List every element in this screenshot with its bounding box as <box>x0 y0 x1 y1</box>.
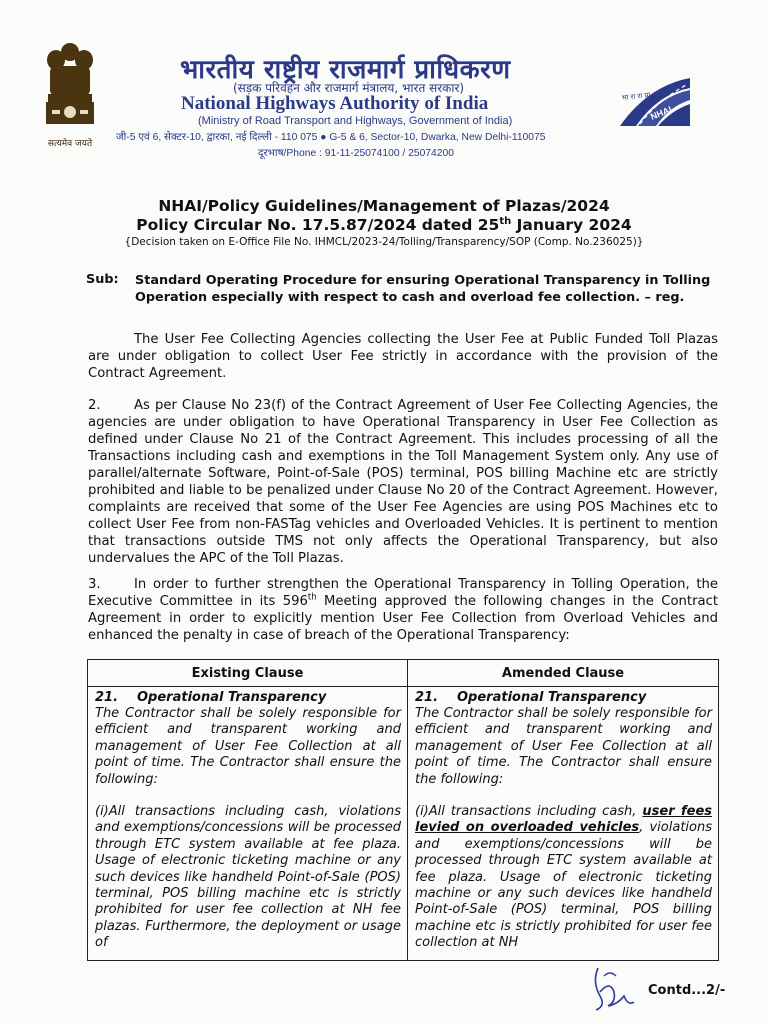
header-existing-clause: Existing Clause <box>88 660 408 687</box>
amended-clause-cell <box>408 687 719 961</box>
signature-icon <box>588 962 638 1014</box>
office-address: जी-5 एवं 6, सेक्टर-10, द्वारका, नई दिल्ली - 110 075 ● G-5 & 6, Sector-10, Dwarka, New Delhi-110075 <box>116 132 546 143</box>
org-name-hindi: भारतीय राष्ट्रीय राजमार्ग प्राधिकरण <box>180 55 511 85</box>
paragraph-3-text-b: Meeting approved the following changes in the Contract Agreement in order to explicitly mention User Fee Collection from Overload Vehicles and enhanced the penalty in case of breach of the Operational Transparency: <box>88 594 718 643</box>
amended-item-i-rest: , violations and exemptions/concessions will be processed through ETC system available at fee plaza. Usage of electronic ticketing machine or any such devices like handheld Point-of-Sale (POS) terminal, POS billing machine etc is strictly prohibited for user fee collection at NH <box>415 820 712 951</box>
existing-clause-intro: The Contractor shall be solely responsible for efficient and transparent working and management of User Fee Collection at all point of time. The Contractor shall ensure the following: <box>95 706 401 787</box>
header-amended-clause: Amended Clause <box>408 660 719 687</box>
subject-label: Sub: <box>86 272 119 287</box>
paragraph-1 <box>88 331 718 382</box>
circular-number <box>0 216 768 234</box>
org-name-english: National Highways Authority of India <box>181 93 489 114</box>
clause-comparison-table <box>87 659 719 961</box>
policy-reference: NHAI/Policy Guidelines/Management of Plazas/2024 <box>158 197 610 215</box>
paragraph-2-number: 2. <box>88 398 101 413</box>
paragraph-1-text: The User Fee Collecting Agencies collecting the User Fee at Public Funded Toll Plazas are under obligation to collect User Fee strictly in accordance with the provision of the Contract Agreement. <box>88 332 718 381</box>
office-phone: दूरभाष/Phone : 91-11-25074100 / 25074200 <box>258 148 454 159</box>
existing-clause-heading <box>95 690 401 706</box>
existing-clause-number: 21. <box>95 690 119 705</box>
circular-month-year: January 2024 <box>511 216 632 235</box>
national-emblem-icon <box>38 38 102 134</box>
decision-note: {Decision taken on E-Office File No. IHMCL/2023-24/Tolling/Transparency/SOP (Comp. No.236025)} <box>124 236 644 248</box>
nhai-logo-hindi: भा रा रा प्रा <box>621 91 651 102</box>
subject-text: Standard Operating Procedure for ensuring Operational Transparency in Tolling Operation especially with respect to cash and overload fee collection. – reg. <box>135 273 711 305</box>
circular-prefix: Policy Circular No. 17.5.87/2024 dated 25 <box>136 216 500 235</box>
amended-item-i-start: (i)All transactions including cash, <box>415 804 643 820</box>
table-row <box>88 687 719 961</box>
amended-clause-title: Operational Transparency <box>457 690 647 705</box>
existing-clause-title: Operational Transparency <box>137 690 327 705</box>
paragraph-2-text: As per Clause No 23(f) of the Contract Agreement of User Fee Collecting Agencies, the agencies are under obligation to have Operational Transparency in User Fee Collection as defined under Clause No 21 of the Contract Agreement. This includes processing of all the Transactions including cash and exemptions in the Toll Management System only. Any use of parallel/alternate Software, Point-of-Sale (POS) terminal, POS billing Machine etc are strictly prohibited and liable to be penalized under Clause No 20 of the Contract Agreement. However, complaints are received that some of the User Fee Agencies are using POS Machines etc to collect User Fee from non-FASTag vehicles and Overloaded Vehicles. It is pertinent to mention that transactions outside TMS not only affects the Operational Transparency, but also undervalues the APC of the Toll Plazas. <box>88 398 718 566</box>
amended-clause-number: 21. <box>415 690 439 705</box>
circular-date-suffix: th <box>499 216 512 227</box>
ministry-hindi: (सड़क परिवहन और राजमार्ग मंत्रालय, भारत सरकार) <box>233 81 465 95</box>
amended-clause-intro: The Contractor shall be solely responsible for efficient and transparent working and management of User Fee Collection at all point of time. The Contractor shall ensure the following: <box>415 706 712 787</box>
paragraph-3 <box>88 576 718 644</box>
continued-marker: Contd...2/- <box>648 983 726 998</box>
existing-clause-cell <box>88 687 408 961</box>
meeting-ordinal: th <box>307 592 317 603</box>
paragraph-2 <box>88 397 718 567</box>
amended-clause-heading <box>415 690 712 706</box>
nhai-logo-text: NHAI <box>649 104 674 122</box>
existing-clause-item-i: (i)All transactions including cash, violations and exemptions/concessions will be processed through ETC system available at fee plaza. Usage of electronic ticketing machine or any such devices like handheld Point-of-Sale (POS) terminal, POS billing machine etc is strictly prohibited for user fee collection at NH fee plazas. Furthermore, the deployment or usage of <box>95 804 401 951</box>
paragraph-3-text-a: In order to further strengthen the Operational Transparency in Tolling Operation, the Executive Committee in its 596 <box>88 577 718 609</box>
ministry-english: (Ministry of Road Transport and Highways, Government of India) <box>198 115 513 127</box>
amended-clause-item-i <box>415 804 712 952</box>
paragraph-3-number: 3. <box>88 577 101 592</box>
emblem-motto: सत्यमेव जयते <box>47 139 93 149</box>
nhai-logo-icon <box>618 76 692 128</box>
table-header-row <box>88 660 719 687</box>
amended-item-i-underlined: user fees levied on overloaded vehicles <box>415 804 712 836</box>
